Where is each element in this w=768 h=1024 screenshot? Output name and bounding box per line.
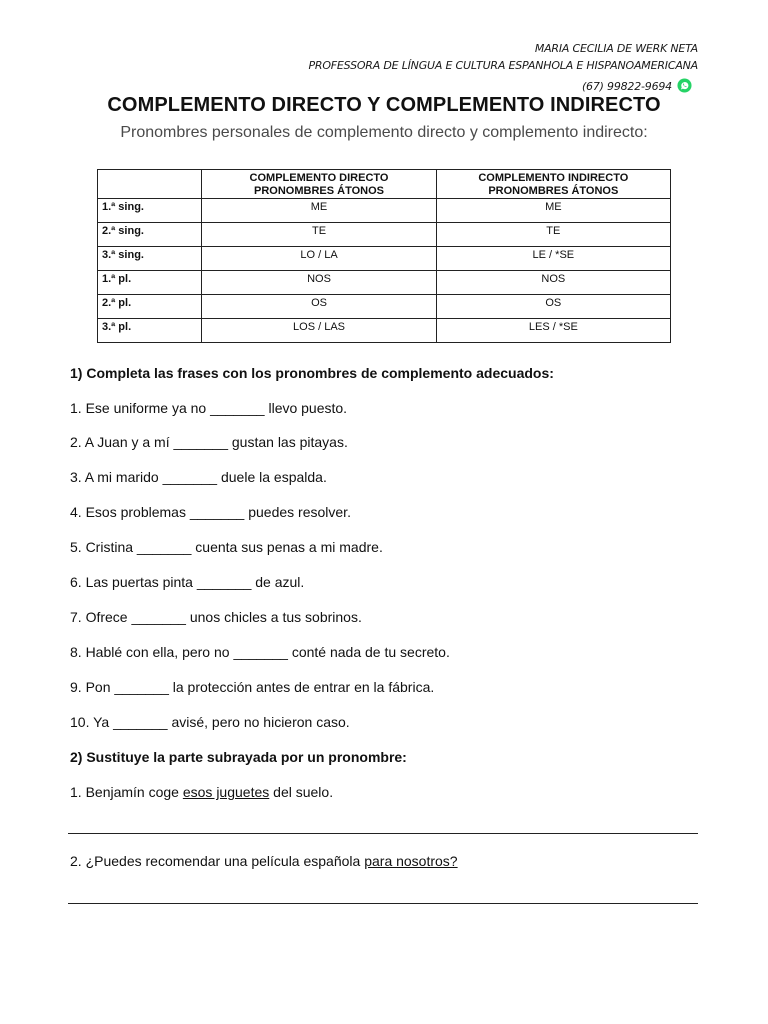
- direct-pronoun-cell: NOS: [202, 271, 436, 295]
- answer-line[interactable]: [68, 903, 698, 904]
- exercise-1-item: 4. Esos problemas _______ puedes resolver.: [70, 504, 351, 520]
- author-name: MARIA CECILIA DE WERK NETA: [534, 42, 698, 55]
- exercise-2-item: [70, 784, 333, 800]
- header-indirect-object: [436, 170, 670, 199]
- header-line: COMPLEMENTO INDIRECTO: [478, 171, 629, 184]
- direct-pronoun-cell: ME: [202, 199, 436, 223]
- exercise-1-item: 6. Las puertas pinta _______ de azul.: [70, 574, 305, 590]
- exercise-1-item: 5. Cristina _______ cuenta sus penas a mi madre.: [70, 539, 383, 555]
- direct-pronoun-cell: TE: [202, 223, 436, 247]
- header-direct-object: [202, 170, 436, 199]
- exercise-1-heading: 1) Completa las frases con los pronombres de complemento adecuados:: [70, 365, 554, 381]
- indirect-pronoun-cell: ME: [436, 199, 670, 223]
- table-header-row: [98, 170, 671, 199]
- exercise-1-item: 7. Ofrece _______ unos chicles a tus sobrinos.: [70, 609, 362, 625]
- direct-pronoun-cell: LOS / LAS: [202, 319, 436, 343]
- exercise-1-item: 10. Ya _______ avisé, pero no hicieron caso.: [70, 714, 350, 730]
- underlined-phrase: para nosotros?: [364, 853, 458, 869]
- row-label: 2.ª sing.: [98, 223, 202, 247]
- exercise-1-item: 9. Pon _______ la protección antes de entrar en la fábrica.: [70, 679, 435, 695]
- indirect-pronoun-cell: OS: [436, 295, 670, 319]
- direct-pronoun-cell: LO / LA: [202, 247, 436, 271]
- row-label: 3.ª sing.: [98, 247, 202, 271]
- indirect-pronoun-cell: LE / *SE: [436, 247, 670, 271]
- row-label: 2.ª pl.: [98, 295, 202, 319]
- header-line: PRONOMBRES ÁTONOS: [488, 184, 619, 197]
- sentence-text: 2. ¿Puedes recomendar una película española: [70, 853, 365, 869]
- exercise-1-item: 1. Ese uniforme ya no _______ llevo puesto.: [70, 400, 348, 416]
- table-row: [98, 247, 671, 271]
- table-corner-cell: [98, 170, 202, 199]
- indirect-pronoun-cell: LES / *SE: [436, 319, 670, 343]
- exercise-1-item: 8. Hablé con ella, pero no _______ conté nada de tu secreto.: [70, 644, 450, 660]
- row-label: 1.ª sing.: [98, 199, 202, 223]
- whatsapp-icon: [677, 78, 692, 93]
- indirect-pronoun-cell: TE: [436, 223, 670, 247]
- header-line: PRONOMBRES ÁTONOS: [254, 184, 384, 197]
- exercise-1-item: 2. A Juan y a mí _______ gustan las pitayas.: [70, 434, 348, 450]
- exercise-2-item: [70, 853, 458, 869]
- sentence-text: 1. Benjamín coge: [70, 784, 183, 800]
- underlined-phrase: esos juguetes: [182, 784, 270, 800]
- author-role: PROFESSORA DE LÍNGUA E CULTURA ESPANHOLA E HISPANOAMERICANA: [308, 59, 698, 72]
- table-row: [98, 319, 671, 343]
- direct-pronoun-cell: OS: [202, 295, 436, 319]
- pronoun-table: [97, 169, 671, 343]
- page-title: COMPLEMENTO DIRECTO Y COMPLEMENTO INDIRECTO: [107, 94, 661, 116]
- table-row: [98, 199, 671, 223]
- table-row: [98, 271, 671, 295]
- author-phone: (67) 99822-9694: [581, 80, 672, 93]
- page-subtitle: Pronombres personales de complemento directo y complemento indirecto:: [120, 124, 648, 141]
- exercise-1-item: 3. A mi marido _______ duele la espalda.: [70, 469, 327, 485]
- sentence-text: del suelo.: [269, 784, 334, 800]
- table-row: [98, 295, 671, 319]
- header-line: COMPLEMENTO DIRECTO: [249, 171, 389, 184]
- row-label: 1.ª pl.: [98, 271, 202, 295]
- indirect-pronoun-cell: NOS: [436, 271, 670, 295]
- exercise-2-heading: 2) Sustituye la parte subrayada por un pronombre:: [70, 749, 407, 765]
- row-label: 3.ª pl.: [98, 319, 202, 343]
- table-row: [98, 223, 671, 247]
- answer-line[interactable]: [68, 833, 698, 834]
